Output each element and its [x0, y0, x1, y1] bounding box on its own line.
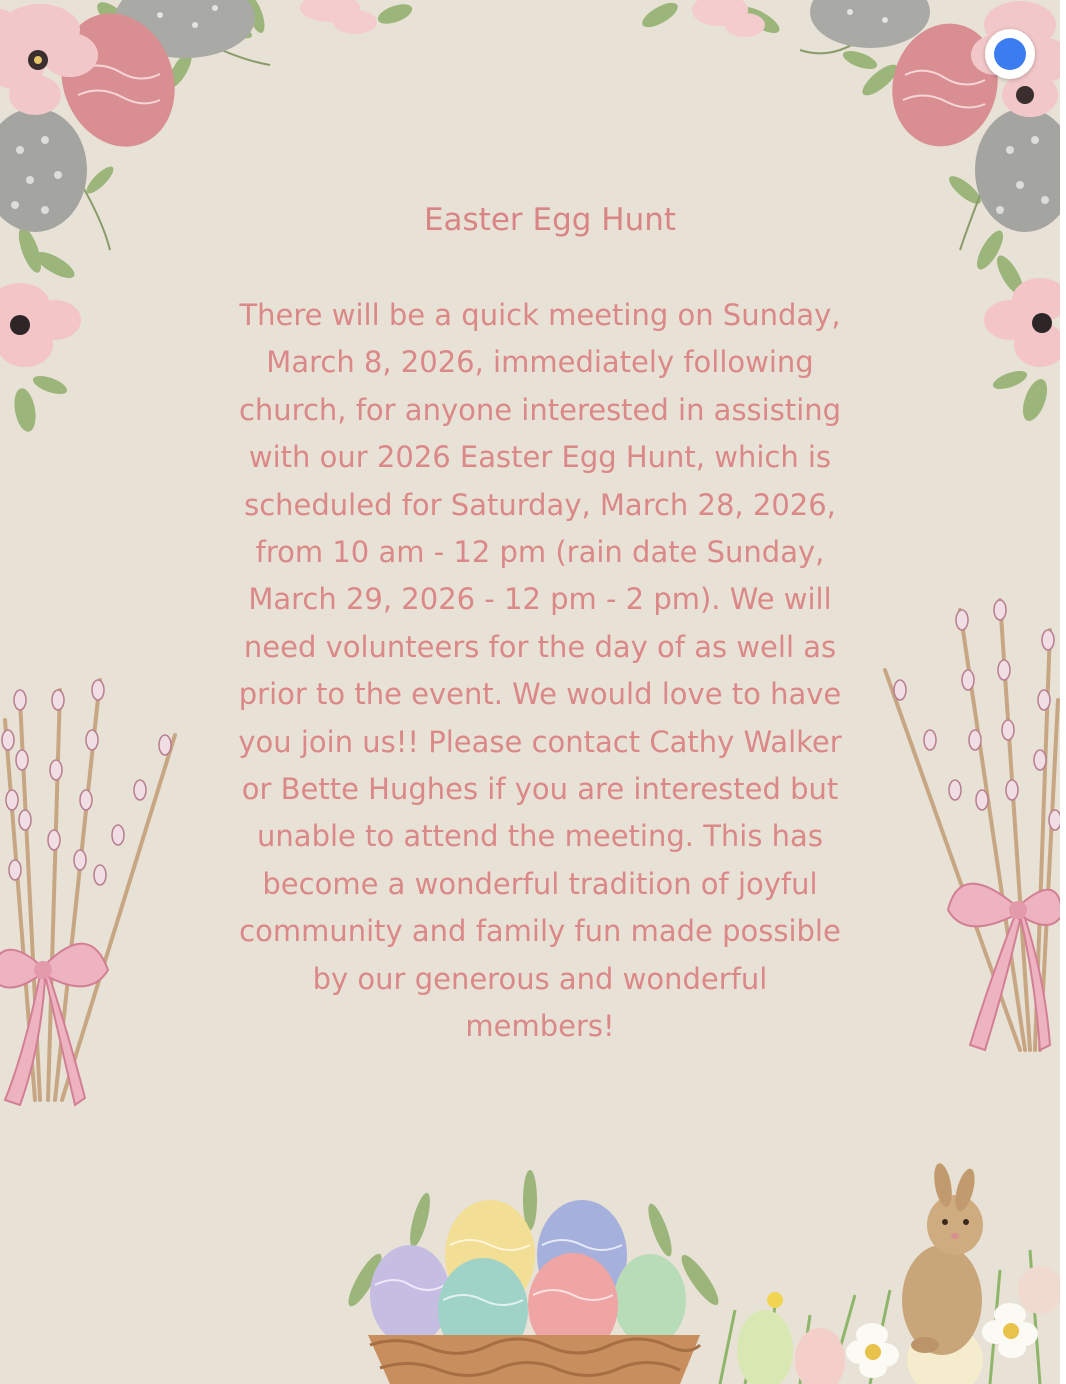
flyer-body-line: There will be a quick meeting on Sunday, [239, 298, 841, 332]
flyer-body-line: from 10 am - 12 pm (rain date Sunday, [255, 535, 825, 570]
flyer-body-line: you join us!! Please contact Cathy Walker [238, 724, 842, 759]
flyer-body-line: March 29, 2026 - 12 pm - 2 pm). We will [248, 582, 832, 617]
flyer-body-line: unable to attend the meeting. This has [257, 819, 823, 854]
radio-selected-icon[interactable] [985, 29, 1035, 79]
flyer-body-line: scheduled for Saturday, March 28, 2026, [244, 487, 836, 522]
page-right-edge [1060, 0, 1066, 1384]
flyer-body-line: church, for anyone interested in assisting [238, 392, 842, 427]
bunny-illustration [902, 1162, 983, 1355]
egg-basket [343, 1170, 724, 1384]
flyer-body-line: March 8, 2026, immediately following [266, 345, 814, 380]
flyer-body-line: by our generous and wonderful [312, 961, 768, 996]
right-willow-bouquet [885, 600, 1060, 1050]
flyer-body-line: or Bette Hughes if you are interested but [241, 772, 839, 807]
flyer-body-line: with our 2026 Easter Egg Hunt, which is [248, 440, 832, 475]
flyer-body-line: prior to the event. We would love to have [238, 677, 842, 712]
flyer-body-line: become a wonderful tradition of joyful [262, 866, 818, 901]
radio-dot [994, 38, 1026, 70]
flyer-body-line: members! [465, 1009, 615, 1044]
grass-and-flowers [720, 1250, 1060, 1384]
left-willow-bouquet [0, 680, 175, 1105]
flyer-title: Easter Egg Hunt [423, 202, 677, 238]
flyer-body-line: community and family fun made possible [239, 914, 841, 949]
flyer-body-line: need volunteers for the day of as well as [243, 629, 837, 664]
flyer-body [205, 292, 875, 1051]
